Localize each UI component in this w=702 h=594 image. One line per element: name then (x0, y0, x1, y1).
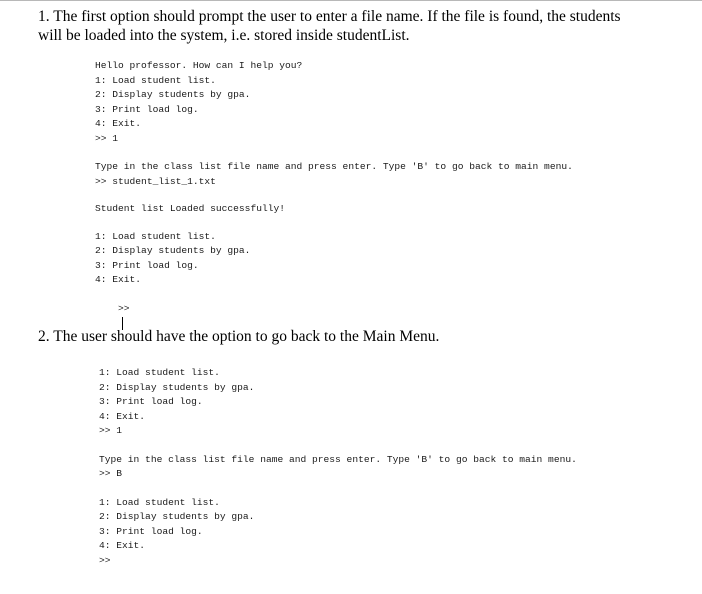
console-output-2 (99, 366, 577, 568)
console-prompt: >> (118, 303, 130, 314)
menu-option: 2: Display students by gpa. (99, 381, 255, 393)
console-input: >> student_list_1.txt (95, 175, 216, 187)
menu-option: 2: Display students by gpa. (99, 511, 255, 522)
menu-option: 3: Print load log. (95, 103, 199, 115)
console-input-line (95, 288, 573, 314)
console-output-1 (95, 59, 573, 314)
console-input: >> (99, 554, 111, 566)
section-1-heading (38, 7, 621, 45)
console-input: >> B (99, 468, 123, 479)
menu-option: 1: Load student list. (99, 496, 220, 508)
console-greeting: Hello professor. How can I help you? (95, 60, 303, 71)
menu-option: 3: Print load log. (99, 525, 203, 537)
menu-option: 3: Print load log. (95, 259, 199, 271)
menu-option: 2: Display students by gpa. (95, 245, 251, 256)
section-2-heading (38, 327, 439, 346)
menu-option: 3: Print load log. (99, 396, 203, 407)
section-2-heading-line: 2. The user should have the option to go back to the Main Menu. (38, 328, 440, 345)
section-1-heading-line-2: will be loaded into the system, i.e. stored inside studentList. (38, 27, 410, 44)
menu-option: 4: Exit. (99, 540, 146, 551)
file-name-prompt: Type in the class list file name and press enter. Type 'B' to go back to main menu. (95, 161, 573, 172)
load-success-message: Student list Loaded successfully! (95, 203, 285, 214)
menu-option: 1: Load student list. (99, 367, 220, 378)
menu-option: 1: Load student list. (95, 74, 216, 86)
top-divider (0, 0, 702, 1)
console-input: >> 1 (99, 425, 123, 436)
console-input: >> 1 (95, 132, 119, 144)
section-1-heading-line-1: 1. The first option should prompt the user to enter a file name. If the file is found, the students (38, 8, 621, 25)
menu-option: 4: Exit. (99, 410, 146, 422)
file-name-prompt: Type in the class list file name and press enter. Type 'B' to go back to main menu. (99, 453, 577, 465)
menu-option: 2: Display students by gpa. (95, 89, 251, 100)
menu-option: 1: Load student list. (95, 230, 216, 242)
menu-option: 4: Exit. (95, 274, 142, 285)
menu-option: 4: Exit. (95, 118, 142, 129)
